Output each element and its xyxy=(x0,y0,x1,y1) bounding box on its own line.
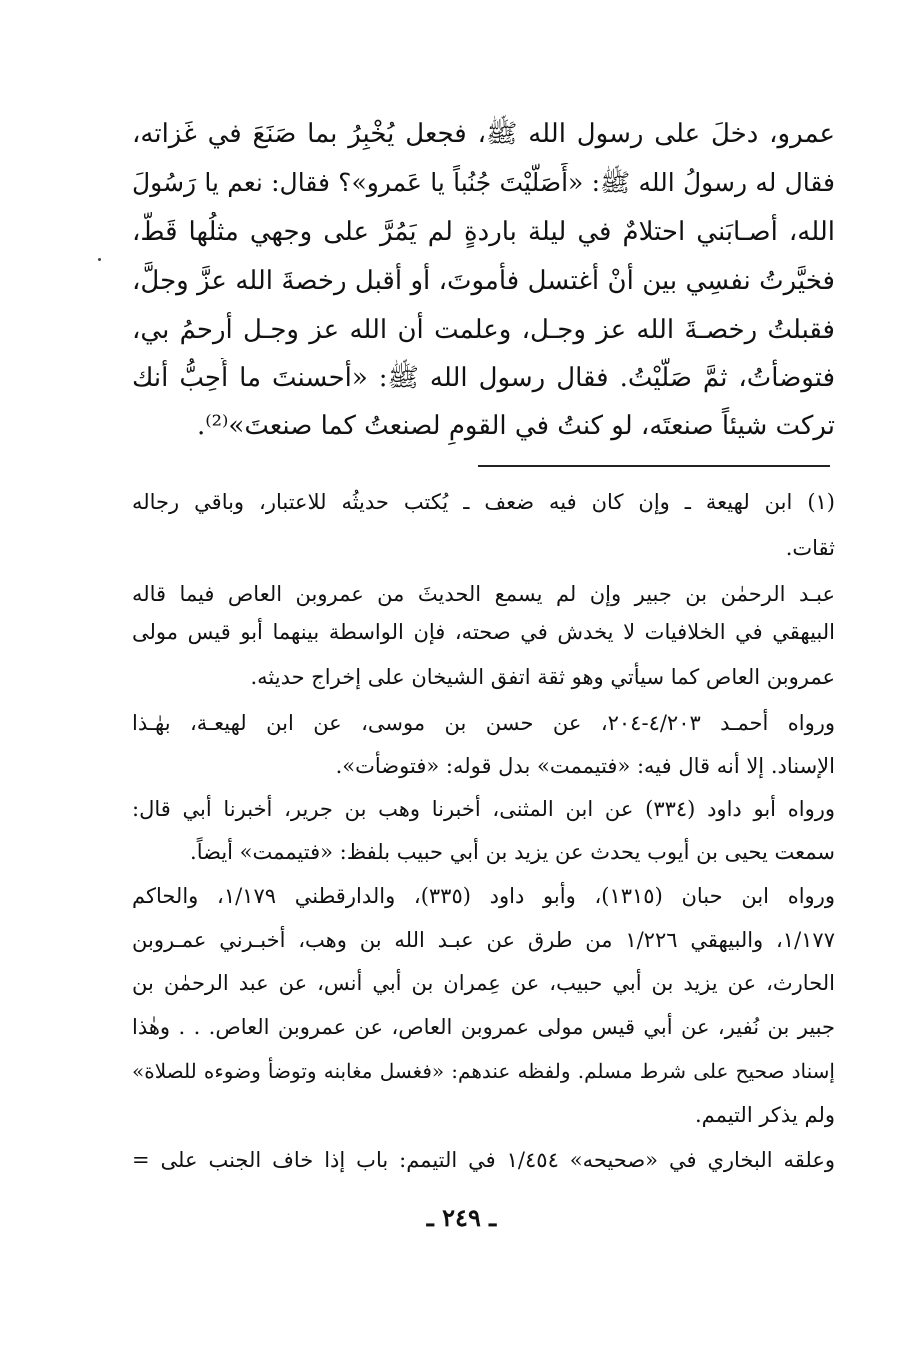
footnote-line-9: سمعت يحيى بن أيوب يحدث عن يزيد بن أبي حبيب بلفظ: «فتيممت» أيضاً. xyxy=(190,840,835,864)
footnote-line-14: إسناد صحيح على شرط مسلم. ولفظه عندهم: «فغسل مغابنه وتوضأ وضوءه للصلاة» xyxy=(132,1059,835,1083)
footnote-line-5: عمروبن العاص كما سيأتي وهو ثقة اتفق الشيخان على إخراج حديثه. xyxy=(250,665,835,689)
body-line-7: تركت شيئاً صنعتَه، لو كنتُ في القومِ لصنعتُ كما صنعتَ»⁽²⁾. xyxy=(196,411,835,441)
body-line-3: الله، أصـابَني احتلامٌ في ليلة باردةٍ لم يَمُرَّ على وجهي مثلُها قَطُّ، xyxy=(132,217,835,247)
footnote-line-10: ورواه ابن حبان (١٣١٥)، وأبو داود (٣٣٥)، والدارقطني ١/١٧٩، والحاكم xyxy=(132,884,835,908)
body-line-1: عمرو، دخلَ على رسول الله ﷺ، فجعل يُخْبِرُ بما صَنَعَ في غَزاته، xyxy=(132,119,835,149)
footnote-line-15: ولم يذكر التيمم. xyxy=(694,1103,835,1127)
footnote-line-3: عبـد الرحمٰن بن جبير وإن لم يسمع الحديثَ من عمروبن العاص فيما قاله xyxy=(132,582,835,606)
footnote-line-12: الحارث، عن يزيد بن أبي حبيب، عن عِمران بن أبي أنس، عن عبد الرحمٰن بن xyxy=(132,971,835,995)
scan-speck xyxy=(98,258,101,261)
body-line-2: فقال له رسولُ الله ﷺ: «أَصَلَّيْتَ جُنُباً يا عَمرو»؟ فقال: نعم يا رَسُولَ xyxy=(132,168,835,197)
footnote-line-4: البيهقي في الخلافيات لا يخدش في صحته، فإن الواسطة بينهما أبو قيس مولى xyxy=(132,620,835,644)
body-line-6: فتوضأْتُ، ثمَّ صَلَّيْتُ. فقال رسول الله ﷺ: «أحسنتَ ما أُحِبُّ أنك xyxy=(132,363,835,393)
footnote-line-7: الإسناد. إلا أنه قال فيه: «فتيممت» بدل قوله: «فتوضأت». xyxy=(335,754,835,778)
footnote-line-2: ثقات. xyxy=(785,536,835,560)
footnote-line-1: (١) ابن لهيعة ـ وإن كان فيه ضعف ـ يُكتب حديثُه للاعتبار، وباقي رجاله xyxy=(132,490,835,514)
footnote-line-16: وعلقه البخاري في «صحيحه» ١/٤٥٤ في التيمم: باب إذا خاف الجنب على = xyxy=(132,1148,835,1172)
footnote-line-6: ورواه أحمـد ٤/٢٠٣-٢٠٤، عن حسن بن موسى، عن ابن لهيعـة، بهٰـذا xyxy=(132,711,835,735)
body-line-4: فخيَّرتُ نفسِي بين أنْ أغتسل فأموتَ، أو أقبل رخصةَ الله عزَّ وجلَّ، xyxy=(132,266,835,296)
footnote-separator xyxy=(478,465,830,467)
body-line-5: فقبلتُ رخصـةَ الله عز وجـل، وعلمت أن الله عز وجـل أرحمُ بي، xyxy=(132,315,835,345)
footnote-line-8: ورواه أبو داود (٣٣٤) عن ابن المثنى، أخبرنا وهب بن جرير، أخبرنا أبي قال: xyxy=(132,797,835,821)
page-number: ـ ٢٤٩ ـ xyxy=(426,1203,497,1232)
footnote-line-11: ١/١٧٧، والبيهقي ١/٢٢٦ من طرق عن عبـد الله بن وهب، أخبـرني عمـروبن xyxy=(132,928,835,952)
footnote-line-13: جبير بن نُفير، عن أبي قيس مولى عمروبن العاص، عن عمروبن العاص. . . وهٰذا xyxy=(132,1015,835,1039)
